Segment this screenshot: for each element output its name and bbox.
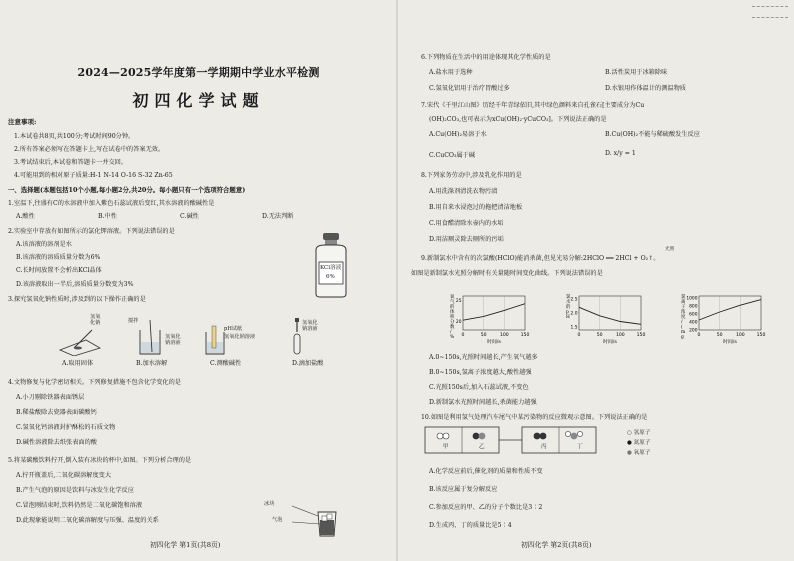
product-bing: 丙 [541,444,547,450]
option: A.盐水用于选种 [429,69,473,76]
black-atom-icon: ● [627,440,632,446]
y-tick-label: 2.5 [570,297,578,303]
option: B.活性炭用于冰箱除味 [605,69,668,76]
option: D. x/y = 1 [605,150,636,157]
option: A.该溶液的溶剂是水 [16,241,72,248]
option: C.CuCO₃属于碱 [429,152,476,159]
y-axis-label: 氯离子浓度/ ( m g [681,295,686,340]
light-condition: 光照 [665,247,675,252]
option: A.酸性 [16,213,35,220]
x-tick-label: 100 [499,333,509,338]
option: B.稀盐酸除去瓷器表面碳酸钙 [16,409,97,416]
option: C.氢氧化钙溶液封护酥松的石质文物 [16,424,116,431]
option: C.光照150s后,加入石蕊试液,不变色 [429,384,529,391]
product-ding: 丁 [577,444,583,450]
x-tick-label: 150 [520,333,530,338]
option: B.产生气泡的原因是饮料与冰发生化学反应 [16,487,134,494]
option: B.加水溶解 [136,360,168,367]
white-atom-icon: ○ [627,430,632,436]
lab-label-naoh-drop: 氢氧化 钠溶液 [302,320,318,332]
lab-label-naoh-solution: 氢氧化钠溶液 [224,334,256,340]
question-1: 1.室温下,往盛有C的水溶液中加入紫色石蕊试液后变红,其水溶液的酸碱性是 [8,200,215,207]
series-line [463,304,525,321]
y-tick-label: 600 [689,312,698,318]
option: D.生成丙、丁的质量比是5∶4 [429,522,512,529]
option: A.取用固体 [62,360,94,367]
y-tick-label: 20 [455,320,462,325]
note-item: 2.所有答案必须写在答题卡上,写在试卷中的答案无效。 [14,146,165,153]
option: A.小刀剔除铁器表面锈层 [16,394,85,401]
chart-3 [681,293,765,344]
question-4: 4.文物修复与化学密切相关。下列修复措施不包含化学变化的是 [8,379,181,386]
lab-label-naoh: 氢氧化 钠溶液 [165,334,181,346]
option: C.参加反应的甲、乙的分子个数比是3∶2 [429,504,543,511]
chart-frame [579,296,641,330]
option: B.0~150s,氢离子浓度越大,酸性越强 [429,369,532,376]
option: D.用洁厕灵除去厕所的污垢 [429,236,504,243]
option: C.碱性 [180,213,199,220]
reactant-jia: 甲 [443,444,449,450]
x-tick-label: 100 [735,333,745,338]
lab-label-stir: 搅拌 [128,318,139,324]
question-6: 6.下列物质在生活中的用途体现其化学性质的是 [421,54,551,61]
x-axis-label: 时间/s [603,340,617,344]
x-tick-label: 50 [480,333,487,338]
question-5: 5.将某碳酸饮料拧开,倒入装有冰块的杯中,如图。下列分析合理的是 [8,457,192,464]
question-7-cont: (OH)₂CO₃,也可表示为xCu(OH)₂·yCuCO₃]。下列说法正确的是 [429,116,607,123]
reactant-yi: 乙 [479,444,485,450]
option: D.新制氯水光照时间越长,杀菌能力越强 [429,399,537,406]
x-tick-label: 150 [636,333,646,338]
option: C.氢氧化铝用于治疗胃酸过多 [429,85,510,92]
option: D.水银用作体温计的测温物质 [605,85,686,92]
right-page [397,0,794,561]
y-axis-label: 氧气的体积分数/ % [450,295,455,340]
question-9: 9.新制氯水中含有的次氯酸(HClO)能消杀菌,但见光易分解:2HClO ══ 2HCl + O₂↑。 [421,255,660,262]
option: D.无法判断 [262,213,294,220]
x-tick-label: 0 [461,333,465,338]
y-tick-label: 1000 [686,296,698,302]
option: A.拧开瓶盖后,二氧化碳溶解度变大 [16,472,112,479]
legend-hydrogen: ○ 氢原子 [627,430,651,436]
legend-oxygen: ● 氧原子 [627,450,651,456]
section-heading: 一、选择题(本题包括10个小题,每小题2分,共20分。每小题只有一个选项符合题意) [8,186,246,194]
option: D.滴加盐酸 [292,360,324,367]
notes-heading: 注意事项: [8,118,37,126]
bottle-percent: 6% [326,274,335,280]
option: C.测酸碱性 [210,360,242,367]
legend-nitrogen: ● 氮原子 [627,440,651,446]
option: B.该反应属于复分解反应 [429,486,498,493]
y-tick-label: 25 [455,298,462,304]
option: A.0~150s,光照时间越长,产生氧气越多 [429,354,538,361]
option: D.此现象能说明二氧化碳溶解度与压强、温度的关系 [16,517,159,524]
option: C.冒泡刚结束时,饮料仍然是二氧化碳饱和溶液 [16,502,143,509]
note-item: 3.考试结束后,本试卷和答题卡一并交回。 [14,159,128,166]
y-tick-label: 2.0 [570,311,578,317]
x-tick-label: 0 [577,333,581,338]
option: D.该溶液取出一半后,溶质质量分数变为3% [16,281,134,288]
x-tick-label: 50 [596,333,603,338]
question-8: 8.下列家务劳动中,涉及乳化作用的是 [421,172,522,179]
option: B.Cu(OH)₂不能与稀硫酸发生反应 [605,131,700,138]
chart-2 [566,293,645,344]
exam-year-title: 2024—2025学年度第一学期期中学业水平检测 [77,66,320,79]
bottle-label: KCl溶液 [320,265,342,271]
page-footer: 初四化学 第1页(共8页) [150,541,221,549]
lab-label-ph-paper: pH试纸 [224,326,243,332]
question-9-cont: 如图是新制氯水光照分解时有关量随时间变化曲线。下列说法错误的是 [411,270,603,277]
x-tick-label: 150 [756,333,766,338]
question-10: 10.如图是利用氢气处理汽车尾气中某污染物的反应微观示意图。下列说法正确的是 [421,414,648,421]
option: B.中性 [98,213,117,220]
option: B.该溶液的溶质质量分数为6% [16,254,101,261]
y-tick-label: 400 [689,320,698,326]
option: B.用自来水浸泡过的拖把清洁地板 [429,204,523,211]
bubble-label: 气泡 [272,517,283,523]
question-7: 7.宋代《千里江山图》历经千年青绿依旧,其中绿色颜料来自孔雀石[主要成分为Cu [421,102,645,109]
note-item: 4.可能用到的相对原子质量:H-1 N-14 O-16 S-32 Zn-65 [14,172,173,179]
question-2: 2.实验室中存放有如图所示的氯化钾溶液。下列说法错误的是 [8,228,175,235]
option: A.用洗涤剂清洗衣物污渍 [429,188,498,195]
y-axis-label: 氯水的 p H [566,295,571,320]
x-axis-label: 时间/s [723,340,737,344]
y-tick-label: 800 [689,304,698,310]
chart-1 [450,293,529,344]
x-tick-label: 0 [697,333,701,338]
option: A.化学反应前后,催化剂的质量和性质不变 [429,468,543,475]
option: C.长时间放置不会析出KCl晶体 [16,267,102,274]
chart-frame [699,296,761,330]
page-footer: 初四化学 第2页(共8页) [521,541,592,549]
note-item: 1.本试卷共8页,共100分;考试时间90分钟。 [14,133,135,140]
option: D.碱性溶液除去纸张表面的酸 [16,439,97,446]
chlorine-water-charts [441,292,781,344]
series-line [699,300,761,320]
x-tick-label: 100 [615,333,625,338]
x-axis-label: 时间/s [487,340,501,344]
lab-label-solid: 氢氧 化钠 [90,314,101,326]
corner-stamp [752,6,788,18]
x-tick-label: 50 [716,333,723,338]
question-3: 3.探究氢氧化钠性质时,涉及到的以下操作正确的是 [8,296,146,303]
series-line [579,307,641,324]
gray-atom-icon: ● [627,450,632,456]
y-tick-label: 1.5 [570,325,578,331]
exam-title: 初四化学试题 [132,91,265,110]
ice-label: 冰块 [264,501,275,507]
y-tick-label: 200 [689,328,698,334]
option: A.Cu(OH)₂易溶于水 [429,131,487,138]
option: C.用食醋清除水壶内的水垢 [429,220,504,227]
